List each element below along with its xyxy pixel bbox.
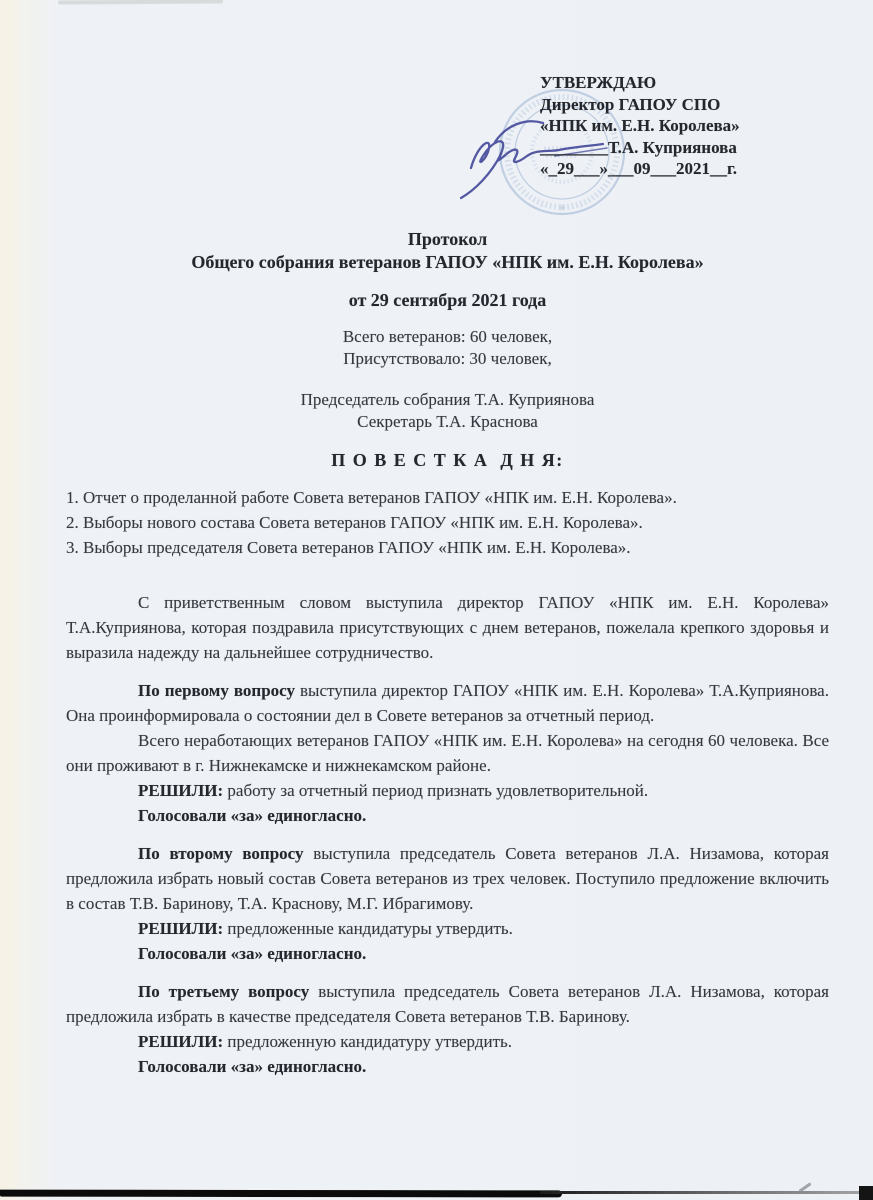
vote-line: Голосовали «за» единогласно.: [138, 806, 367, 825]
attendance-present: Присутствовало: 30 человек,: [343, 349, 552, 368]
section-lead-text: выступила председатель Совета ветеранов Л.А. Низамова, которая предложила избрать в качестве председателя Совета ветеранов Т.В. Баринову.: [66, 982, 829, 1026]
decision-text: работу за отчетный период признать удовлетворительной.: [223, 781, 649, 800]
section-lead-paragraph: [66, 841, 829, 916]
approval-date-line: «_29___»___09___2021__г.: [540, 159, 738, 178]
decision-label: РЕШИЛИ:: [138, 781, 224, 800]
section-lead-label: По третьему вопросу: [138, 982, 310, 1001]
section-lead-text: выступила директор ГАПОУ «НПК им. Е.Н. Королева» Т.А.Куприянова. Она проинформировала о состоянии дел в Совете ветеранов за отчетный период.: [66, 681, 829, 725]
vote-line: Голосовали «за» единогласно.: [138, 944, 367, 963]
decision-line: [66, 778, 829, 803]
section-extra-paragraph: Всего неработающих ветеранов ГАПОУ «НПК им. Е.Н. Королева» на сегодня 60 человека. Все они проживают в г. Нижнекамске и нижнекамском районе.: [66, 731, 829, 775]
section-lead-label: По второму вопросу: [138, 844, 304, 863]
agenda-item: 2. Выборы нового состава Совета ветеранов ГАПОУ «НПК им. Е.Н. Королева».: [66, 513, 643, 532]
greeting-paragraph: С приветственным словом выступила директор ГАПОУ «НПК им. Е.Н. Королева» Т.А.Куприянова, которая поздравила присутствующих с днем ветеранов, пожелала крепкого здоровья и выразила надежду на дальнейшее сотрудничество.: [66, 593, 829, 662]
agenda-item: 3. Выборы председателя Совета ветеранов ГАПОУ «НПК им. Е.Н. Королева».: [66, 538, 631, 557]
section-lead-paragraph: [66, 678, 829, 728]
scan-corner-artifact: [859, 1186, 873, 1200]
secretary-line: Секретарь Т.А. Краснова: [357, 412, 538, 431]
approval-block: [540, 72, 850, 180]
doc-title: Протокол: [407, 229, 488, 249]
doc-date: от 29 сентября 2021 года: [348, 290, 547, 310]
svg-text:•: •: [540, 204, 544, 210]
section-question-1: [66, 678, 829, 828]
approval-line: УТВЕРЖДАЮ: [540, 73, 657, 92]
decision-label: РЕШИЛИ:: [138, 919, 224, 938]
section-question-3: [66, 979, 829, 1079]
approval-signature-line: ________Т.А. Куприянова: [540, 137, 737, 157]
scan-edge-bar: [0, 1190, 562, 1198]
agenda-list: [66, 485, 829, 560]
section-question-2: [66, 841, 829, 966]
decision-line: [66, 1029, 829, 1054]
section-lead-text: выступила председатель Совета ветеранов Л.А. Низамова, которая предложила избрать новый состав Совета ветеранов из трех человек. Поступило предложение включить в состав Т.В. Баринову, Т.А. Краснову, М.Г. Ибрагимову.: [66, 844, 830, 913]
decision-line: [66, 916, 829, 941]
attendance-block: [66, 326, 829, 370]
attendance-total: Всего ветеранов: 60 человек,: [342, 327, 553, 346]
agenda-item: 1. Отчет о проделанной работе Совета ветеранов ГАПОУ «НПК им. Е.Н. Королева».: [66, 488, 677, 507]
section-lead-label: По первому вопросу: [138, 681, 295, 700]
decision-text: предложенную кандидатуру утвердить.: [223, 1032, 512, 1051]
vote-line: Голосовали «за» единогласно.: [138, 1057, 367, 1076]
svg-text:•: •: [580, 204, 584, 210]
decision-text: предложенные кандидатуры утвердить.: [223, 919, 513, 938]
scan-edge-bar-thin: [540, 1191, 862, 1194]
doc-subtitle: Общего собрания ветеранов ГАПОУ «НПК им. Е.Н. Королева»: [191, 252, 704, 272]
agenda-heading: П О В Е С Т К А Д Н Я:: [331, 450, 564, 470]
section-lead-paragraph: [66, 979, 829, 1029]
chairman-line: Председатель собрания Т.А. Куприянова: [300, 390, 595, 409]
decision-label: РЕШИЛИ:: [138, 1032, 224, 1051]
approval-line: «НПК им. Е.Н. Королева»: [540, 116, 740, 135]
svg-text:✳: ✳: [558, 203, 566, 213]
document-body: [66, 228, 829, 1079]
approval-line: Директор ГАПОУ СПО: [540, 94, 721, 114]
officers-block: [66, 389, 829, 433]
scan-smudge-top: [58, 0, 223, 5]
